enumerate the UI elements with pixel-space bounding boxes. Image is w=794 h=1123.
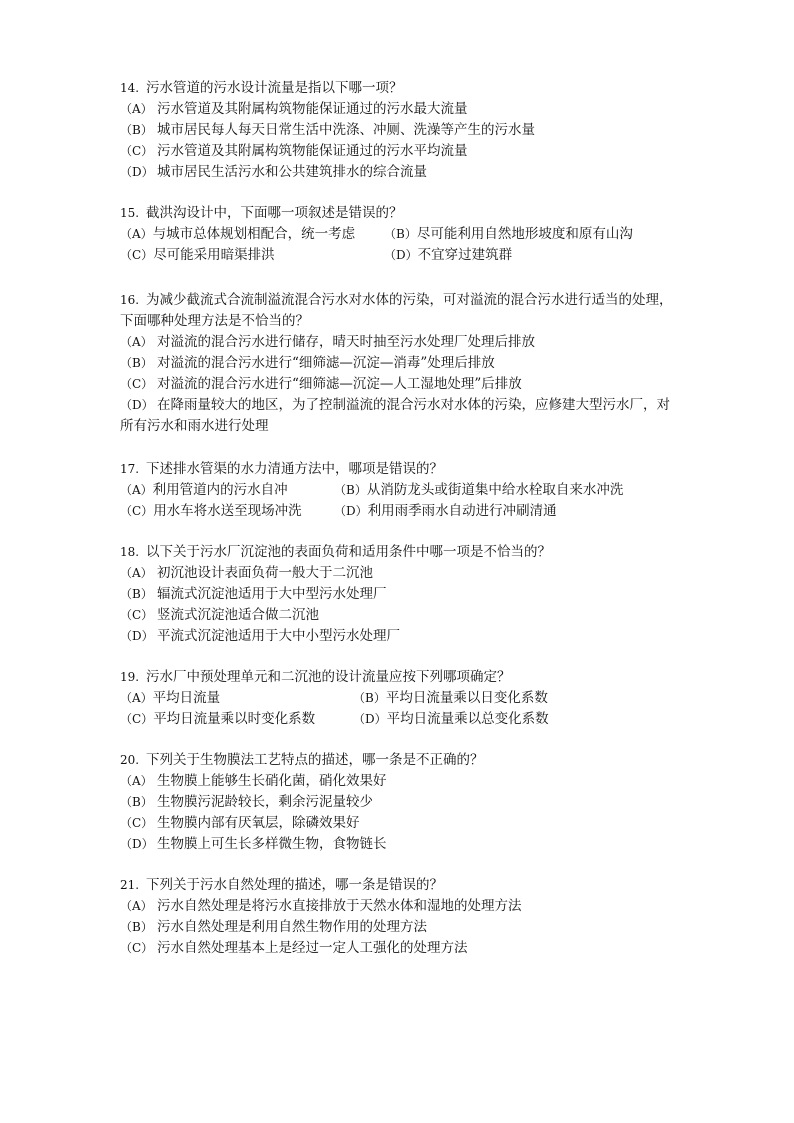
option-text: 城市居民每人每天日常生活中洗涤、冲厕、洗澡等产生的污水量 xyxy=(157,122,535,138)
option xyxy=(120,584,680,605)
option-label: （C） xyxy=(120,504,154,518)
question-21 xyxy=(120,875,680,959)
option-text: 污水自然处理基本上是经过一定人工强化的处理方法 xyxy=(157,940,468,956)
question-text: 截洪沟设计中，下面哪一项叙述是错误的？ xyxy=(146,205,403,221)
option-row xyxy=(120,245,680,266)
option xyxy=(120,162,680,183)
option-label: （D） xyxy=(353,712,387,726)
question-text: 以下关于污水厂沉淀池的表面负荷和适用条件中哪一项是不恰当的？ xyxy=(146,544,551,560)
option xyxy=(120,501,334,522)
option-text: 生物膜上能够生长硝化菌，硝化效果好 xyxy=(157,773,387,789)
option-label: （D） xyxy=(120,629,154,643)
option-text: 平均日流量乘以时变化系数 xyxy=(153,711,316,727)
option-text: 初沉池设计表面负荷一般大于二沉池 xyxy=(157,565,373,581)
option-text: 生物膜污泥龄较长，剩余污泥量较少 xyxy=(157,794,373,810)
option-label: （A） xyxy=(120,335,153,349)
option-text: 污水管道及其附属构筑物能保证通过的污水最大流量 xyxy=(157,101,468,117)
option xyxy=(120,626,680,647)
option-text: 不宜穿过建筑群 xyxy=(417,247,513,263)
option-label: （B） xyxy=(353,691,386,705)
option-text: 平均日流量乘以总变化系数 xyxy=(386,711,549,727)
option-row xyxy=(120,688,680,709)
option xyxy=(120,563,680,584)
option-label: （B） xyxy=(384,227,417,241)
option-label: （B） xyxy=(120,920,153,934)
option xyxy=(120,771,680,792)
option-text: 尽可能利用自然地形坡度和原有山沟 xyxy=(416,226,633,242)
question-text: 为减少截流式合流制溢流混合污水对水体的污染，可对溢流的混合污水进行适当的处理，下面哪种处理方法是不恰当的？ xyxy=(120,292,673,329)
option-text: 生物膜上可生长多样微生物，食物链长 xyxy=(157,836,387,852)
question-18 xyxy=(120,542,680,647)
option xyxy=(120,709,353,730)
option xyxy=(120,141,680,162)
question-stem xyxy=(120,78,680,99)
option-text: 与城市总体规划相配合，统一考虑 xyxy=(152,226,356,242)
question-number: 16. xyxy=(120,293,140,307)
option xyxy=(120,245,384,266)
option-label: （A） xyxy=(120,899,153,913)
option-label: （C） xyxy=(120,377,154,391)
option-label: （A） xyxy=(120,483,153,497)
option-text: 辐流式沉淀池适用于大中型污水处理厂 xyxy=(157,586,387,602)
option xyxy=(120,99,680,120)
option-label: （C） xyxy=(120,816,154,830)
option-text: 城市居民生活污水和公共建筑排水的综合流量 xyxy=(157,164,427,180)
option-text: 用水车将水送至现场冲洗 xyxy=(153,503,302,519)
option-label: （D） xyxy=(120,398,154,412)
question-text: 污水厂中预处理单元和二沉池的设计流量应按下列哪项确定？ xyxy=(146,669,511,685)
question-text: 污水管道的污水设计流量是指以下哪一项？ xyxy=(146,80,403,96)
option xyxy=(334,501,557,522)
question-stem xyxy=(120,667,680,688)
option xyxy=(334,480,623,501)
question-number: 21. xyxy=(120,878,140,892)
option-text: 在降雨量较大的地区，为了控制溢流的混合污水对水体的污染，应修建大型污水厂，对所有污水和雨水进行处理 xyxy=(120,397,670,434)
option xyxy=(384,224,633,245)
option xyxy=(120,896,680,917)
option-label: （D） xyxy=(120,165,154,179)
option-label: （D） xyxy=(120,837,154,851)
option-label: （A） xyxy=(120,691,153,705)
option-text: 竖流式沉淀池适合做二沉池 xyxy=(157,607,319,623)
question-number: 15. xyxy=(120,206,140,220)
option-label: （A） xyxy=(120,566,153,580)
question-number: 17. xyxy=(120,462,140,476)
question-20 xyxy=(120,750,680,855)
option-text: 平均日流量乘以日变化系数 xyxy=(385,690,548,706)
question-number: 14. xyxy=(120,81,140,95)
option-label: （B） xyxy=(120,356,153,370)
option xyxy=(120,332,680,353)
option-text: 平流式沉淀池适用于大中小型污水处理厂 xyxy=(157,628,400,644)
option-label: （B） xyxy=(120,587,153,601)
question-text: 下述排水管渠的水力清通方法中，哪项是错误的？ xyxy=(146,461,443,477)
question-17 xyxy=(120,459,680,522)
option xyxy=(120,834,680,855)
option xyxy=(120,224,384,245)
option-text: 污水自然处理是将污水直接排放于天然水体和湿地的处理方法 xyxy=(157,898,522,914)
option-text: 对溢流的混合污水进行“细筛滤—沉淀—消毒”处理后排放 xyxy=(157,355,495,371)
option-text: 从消防龙头或街道集中给水栓取自来水冲洗 xyxy=(366,482,624,498)
option-text: 利用管道内的污水自冲 xyxy=(152,482,288,498)
option-text: 利用雨季雨水自动进行冲刷清通 xyxy=(367,503,557,519)
question-number: 20. xyxy=(120,753,140,767)
option-label: （C） xyxy=(120,608,154,622)
question-text: 下列关于污水自然处理的描述，哪一条是错误的？ xyxy=(146,877,443,893)
option xyxy=(120,120,680,141)
option-text: 平均日流量 xyxy=(152,690,221,706)
question-stem xyxy=(120,459,680,480)
option-label: （A） xyxy=(120,227,153,241)
option xyxy=(120,353,680,374)
option-label: （B） xyxy=(120,795,153,809)
option xyxy=(353,688,548,709)
option-label: （C） xyxy=(120,712,154,726)
question-stem xyxy=(120,203,680,224)
question-number: 19. xyxy=(120,670,140,684)
question-text: 下列关于生物膜法工艺特点的描述，哪一条是不正确的？ xyxy=(146,752,484,768)
option-text: 对溢流的混合污水进行“细筛滤—沉淀—人工湿地处理”后排放 xyxy=(157,376,522,392)
option xyxy=(353,709,549,730)
option-text: 污水管道及其附属构筑物能保证通过的污水平均流量 xyxy=(157,143,468,159)
option xyxy=(120,395,680,437)
question-15 xyxy=(120,203,680,266)
question-number: 18. xyxy=(120,545,140,559)
option-label: （B） xyxy=(334,483,367,497)
option-label: （B） xyxy=(120,123,153,137)
option xyxy=(120,374,680,395)
option-label: （D） xyxy=(384,248,418,262)
option-text: 污水自然处理是利用自然生物作用的处理方法 xyxy=(157,919,427,935)
option-row xyxy=(120,501,680,522)
option-row xyxy=(120,480,680,501)
option xyxy=(120,792,680,813)
question-stem xyxy=(120,542,680,563)
option-label: （C） xyxy=(120,144,154,158)
option-row xyxy=(120,224,680,245)
option xyxy=(120,688,353,709)
option-label: （C） xyxy=(120,248,154,262)
option xyxy=(120,605,680,626)
exam-page xyxy=(120,78,680,979)
option-label: （A） xyxy=(120,774,153,788)
option-label: （D） xyxy=(334,504,368,518)
question-stem xyxy=(120,875,680,896)
option xyxy=(120,480,334,501)
option-row xyxy=(120,709,680,730)
option xyxy=(120,917,680,938)
question-14 xyxy=(120,78,680,183)
option xyxy=(384,245,512,266)
question-16 xyxy=(120,290,680,437)
option-text: 生物膜内部有厌氧层，除磷效果好 xyxy=(157,815,360,831)
option-text: 尽可能采用暗渠排洪 xyxy=(153,247,275,263)
question-19 xyxy=(120,667,680,730)
option-text: 对溢流的混合污水进行储存，晴天时抽至污水处理厂处理后排放 xyxy=(157,334,535,350)
option-label: （C） xyxy=(120,941,154,955)
option xyxy=(120,813,680,834)
option-label: （A） xyxy=(120,102,153,116)
question-stem xyxy=(120,290,680,332)
question-stem xyxy=(120,750,680,771)
option xyxy=(120,938,680,959)
